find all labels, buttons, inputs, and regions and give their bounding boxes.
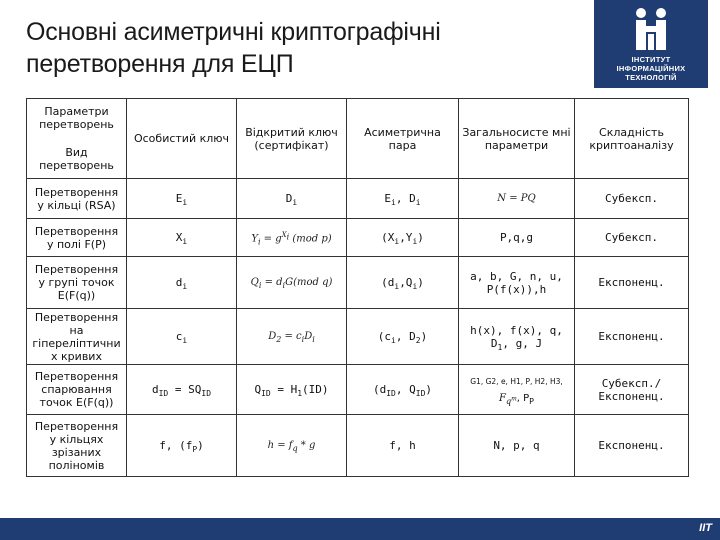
params-cell: N = PQ [459, 179, 575, 219]
complexity-cell: Субексп. [575, 219, 689, 257]
header-complexity: Складність криптоаналізу [575, 99, 689, 179]
complexity-cell: Експоненц. [575, 257, 689, 309]
private-key-cell: $E_i$ [127, 179, 237, 219]
row-name: Перетворення у групі точок E(F(q)) [27, 257, 127, 309]
header-pair: Асиметрична пара [347, 99, 459, 179]
pair-cell: f, h [347, 415, 459, 477]
complexity-cell: Експоненц. [575, 309, 689, 365]
slide-title: Основні асиметричні криптографічні перетворення для ЕЦП [26, 18, 441, 78]
row-name: Перетворення на гіпереліптични х кривих [27, 309, 127, 365]
institute-logo [594, 0, 708, 88]
row-name: Перетворення у полі F(P) [27, 219, 127, 257]
private-key-cell: $d_i$ [127, 257, 237, 309]
logo-line-2: ІНФОРМАЦІЙНИХ [616, 64, 686, 73]
row-name: Перетворення у кільцях зрізаних поліномів [27, 415, 127, 477]
complexity-cell: Субексп./ Експоненц. [575, 365, 689, 415]
table-row [27, 365, 689, 415]
table-row [27, 415, 689, 477]
table-row [27, 309, 689, 365]
footer-logo: IIT [699, 522, 712, 534]
table-row [27, 179, 689, 219]
pair-cell: $(X_i,Y_i)$ [347, 219, 459, 257]
table-row [27, 257, 689, 309]
public-key-cell: $h = f_q * g$ [237, 415, 347, 477]
corner-bottom-label: Вид перетворень [39, 146, 114, 172]
public-key-cell: $Q_i = d_iG(mod$ q) [237, 257, 347, 309]
logo-line-3: ТЕХНОЛОГІЙ [625, 73, 677, 82]
params-cell [459, 365, 575, 415]
crypto-table [26, 98, 689, 477]
pair-cell: $(d_i,Q_i)$ [347, 257, 459, 309]
params-cell: P,q,g [459, 219, 575, 257]
private-key-cell: $d_{ID} = SQ_{ID}$ [127, 365, 237, 415]
logo-line-1: ІНСТИТУТ [631, 55, 671, 64]
private-key-cell: $c_i$ [127, 309, 237, 365]
pair-cell: ($d_{ID}$, $Q_{ID}$) [347, 365, 459, 415]
complexity-cell: Субексп. [575, 179, 689, 219]
header-private-key: Особистий ключ [127, 99, 237, 179]
params-cell: h(x), f(x), q, $D_1$, g, J [459, 309, 575, 365]
corner-top-label: Параметри перетворень [39, 105, 114, 131]
private-key-cell: f, $(f_P)$ [127, 415, 237, 477]
header-public-key: Відкритий ключ (сертифікат) [237, 99, 347, 179]
private-key-cell: $X_i$ [127, 219, 237, 257]
row-name: Перетворення спарювання точок E(F(q)) [27, 365, 127, 415]
row-name: Перетворення у кільці (RSA) [27, 179, 127, 219]
table-row [27, 219, 689, 257]
header-params: Загальносисте мні параметри [459, 99, 575, 179]
public-key-cell: $Q_{ID} = H_1(ID)$ [237, 365, 347, 415]
corner-cell [27, 99, 127, 179]
pair-cell: ($c_i$, $D_2$) [347, 309, 459, 365]
params-line-2: $F_{q^m}$, $P_P$ [499, 392, 534, 406]
pair-cell: $E_i$, $D_i$ [347, 179, 459, 219]
footer-bar [0, 518, 720, 540]
public-key-cell: $D_2 = c_iD_i$ [237, 309, 347, 365]
public-key-cell: $Y_i = g^{X_i}$ (mod p) [237, 219, 347, 257]
params-cell: N, p, q [459, 415, 575, 477]
params-cell: a, b, G, n, u, P(f(x)),h [459, 257, 575, 309]
complexity-cell: Експоненц. [575, 415, 689, 477]
institute-emblem-icon [627, 6, 675, 52]
params-line-1: G1, G2, e, H1, P, H2, H3, [470, 376, 563, 386]
table-header-row [27, 99, 689, 179]
public-key-cell: $D_i$ [237, 179, 347, 219]
